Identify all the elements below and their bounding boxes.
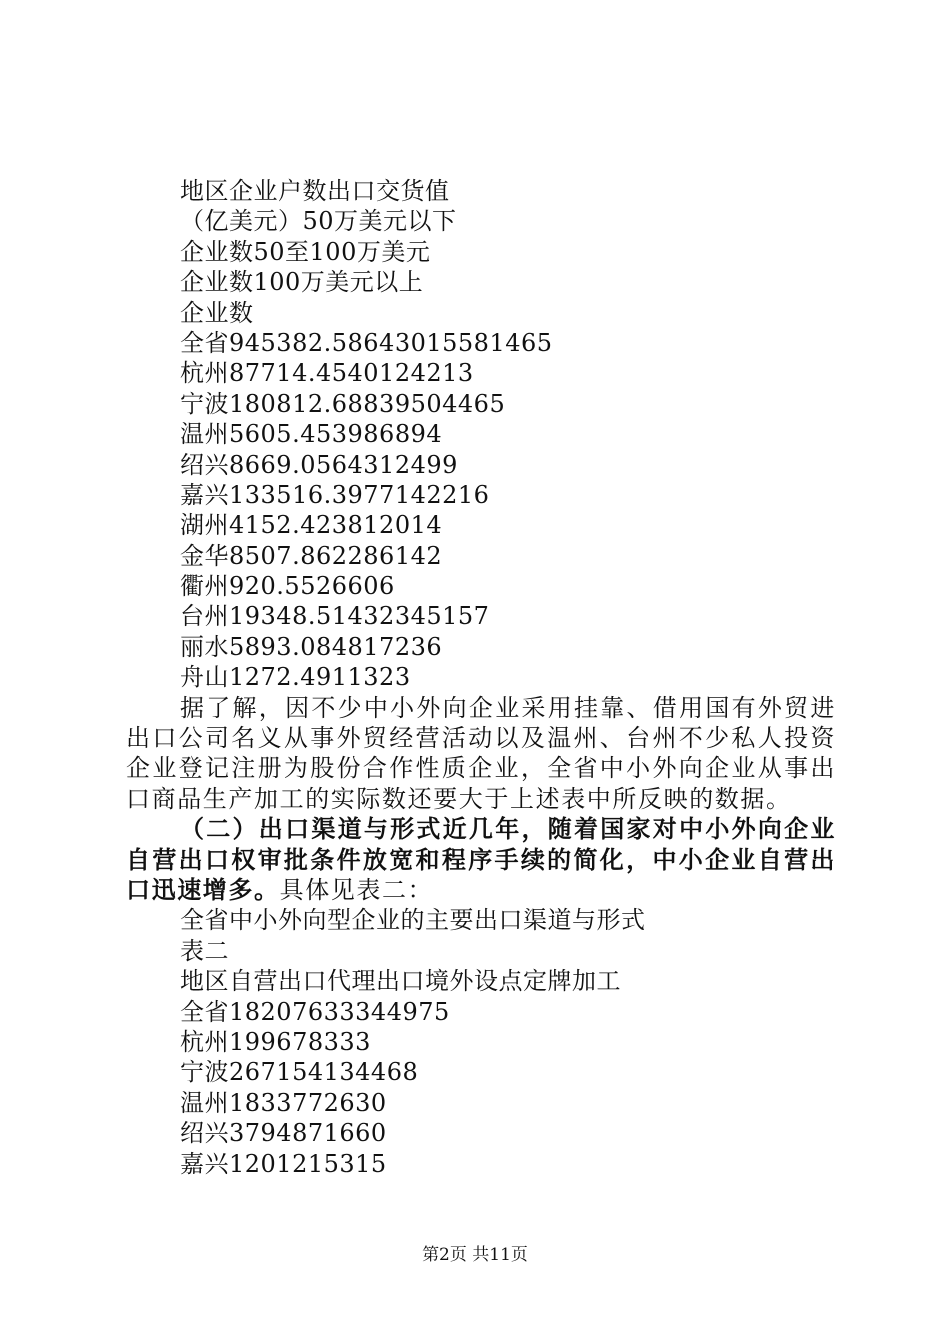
- table1-row: 宁波180812.68839504465: [180, 389, 506, 418]
- table1-row: 全省945382.58643015581465: [180, 328, 553, 357]
- table1-header-line: （亿美元）50万美元以下: [180, 207, 457, 236]
- table2-row: 绍兴3794871660: [180, 1119, 387, 1148]
- table2-row: 杭州199678333: [180, 1028, 371, 1057]
- table1-row: 绍兴8669.0564312499: [180, 450, 458, 479]
- table1-header-line: 企业数: [180, 298, 254, 327]
- table1-rows: [126, 328, 836, 693]
- table2-row: 宁波267154134468: [180, 1058, 419, 1087]
- table2-label: 表二: [180, 936, 229, 965]
- page-content: [126, 176, 836, 1179]
- table2-title: 全省中小外向型企业的主要出口渠道与形式: [180, 906, 646, 935]
- table1-row: 衢州920.5526606: [180, 572, 395, 601]
- table1-header-line: 企业数100万美元以上: [180, 268, 424, 297]
- table2-rows: [126, 997, 836, 1179]
- section-heading-bold: （二）出口渠道与形式近几年，随着国家对中小外向企业自营出口权审批条件放宽和程序手续的简化，中小企业自营出口迅速增多。: [126, 814, 836, 905]
- table2-row: 全省18207633344975: [180, 997, 450, 1026]
- table1-row: 舟山1272.4911323: [180, 663, 411, 692]
- table2-row: 嘉兴1201215315: [180, 1149, 387, 1178]
- table1-row: 丽水5893.084817236: [180, 632, 443, 661]
- table2-header: 地区自营出口代理出口境外设点定牌加工: [180, 967, 621, 996]
- table1-row: 温州5605.453986894: [180, 420, 443, 449]
- table1-row: 湖州4152.423812014: [180, 511, 443, 540]
- table1-row: 台州19348.51432345157: [180, 602, 490, 631]
- section-heading-normal: 具体见表二：: [279, 876, 434, 905]
- table2-row: 温州1833772630: [180, 1088, 387, 1117]
- table1-row: 金华8507.862286142: [180, 541, 443, 570]
- table1-header: [126, 176, 836, 328]
- table1-header-line: 地区企业户数出口交货值: [180, 177, 450, 205]
- table1-header-line: 企业数50至100万美元: [180, 237, 431, 266]
- body-paragraph: 据了解，因不少中小外向企业采用挂靠、借用国有外贸进出口公司名义从事外贸经营活动以及温州、台州不少私人投资企业登记注册为股份合作性质企业，全省中小外向企业从事出口商品生产加工的实际数还要大于上述表中所反映的数据。: [126, 693, 836, 813]
- table1-row: 杭州87714.4540124213: [180, 359, 474, 388]
- page-footer: 第2页 共11页: [422, 1245, 528, 1265]
- table1-row: 嘉兴133516.3977142216: [180, 480, 490, 509]
- section-heading-paragraph: [126, 814, 836, 905]
